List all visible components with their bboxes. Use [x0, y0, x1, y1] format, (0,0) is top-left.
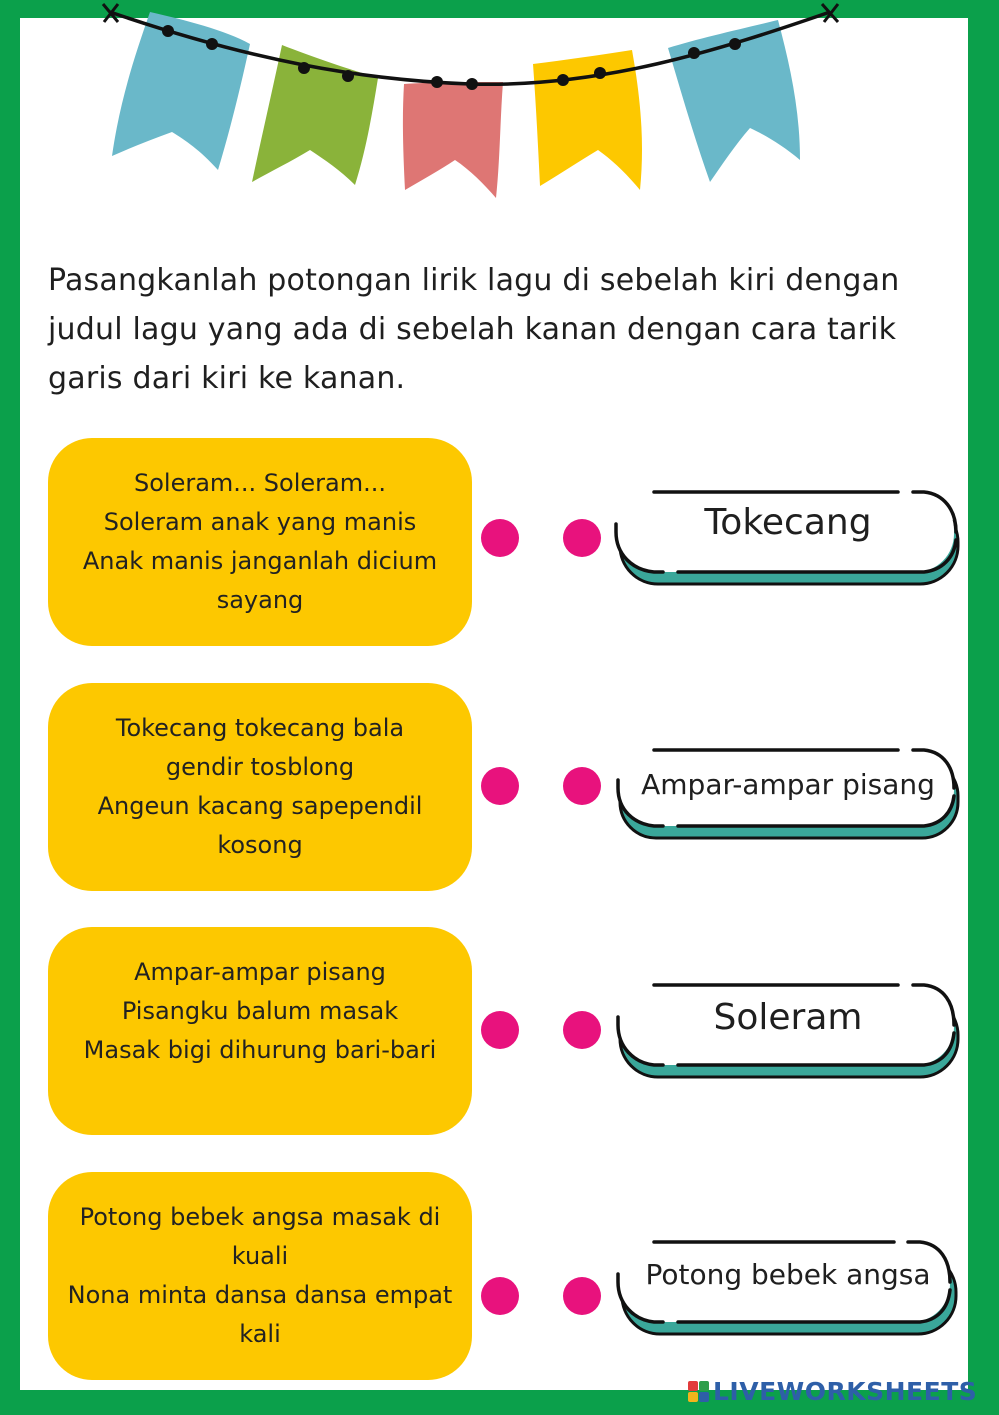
lyric-connector-dot-1[interactable]	[481, 519, 519, 557]
lyric-card-1	[48, 438, 472, 646]
lyric-connector-dot-4[interactable]	[481, 1277, 519, 1315]
bunting-beads	[162, 25, 741, 90]
liveworksheets-logo	[688, 1376, 977, 1406]
title-label-2: Ampar-ampar pisang	[641, 768, 935, 801]
title-label-1: Tokecang	[704, 502, 872, 543]
title-connector-dot-3[interactable]	[563, 1011, 601, 1049]
lyric-card-2	[48, 683, 472, 891]
title-connector-dot-1[interactable]	[563, 519, 601, 557]
lyric-connector-dot-2[interactable]	[481, 767, 519, 805]
title-label-3: Soleram	[713, 997, 863, 1038]
lyric-text-4: Potong bebek angsa masak di kuali Nona minta dansa dansa empat kali	[67, 1203, 453, 1348]
lyric-card-3	[48, 927, 472, 1135]
logo-mark-icon	[688, 1381, 709, 1402]
title-card-1[interactable]	[608, 488, 968, 588]
title-card-4[interactable]	[608, 1238, 968, 1338]
bunting-knots	[103, 4, 838, 22]
lyric-text-2: Tokecang tokecang bala gendir tosblong Angeun kacang sapependil kosong	[97, 714, 423, 859]
title-connector-dot-4[interactable]	[563, 1277, 601, 1315]
lyric-text-3: Ampar-ampar pisang Pisangku balum masak Masak bigi dihurung bari-bari	[83, 957, 437, 1064]
bunting-decoration	[0, 0, 999, 230]
title-connector-dot-2[interactable]	[563, 767, 601, 805]
title-label-4: Potong bebek angsa	[645, 1258, 931, 1291]
lyric-connector-dot-3[interactable]	[481, 1011, 519, 1049]
brand-wordmark: LIVEWORKSHEETS	[713, 1376, 978, 1406]
lyric-card-4	[48, 1172, 472, 1380]
lyric-text-1: Soleram... Soleram... Soleram anak yang manis Anak manis janganlah dicium sayang	[82, 469, 438, 614]
title-card-3[interactable]	[608, 981, 968, 1081]
instruction-text: Pasangkanlah potongan lirik lagu di sebelah kiri dengan judul lagu yang ada di sebelah kanan dengan cara tarik garis dari kiri ke kanan.	[48, 263, 900, 396]
title-card-2[interactable]	[608, 746, 968, 846]
flag-red	[403, 82, 503, 198]
